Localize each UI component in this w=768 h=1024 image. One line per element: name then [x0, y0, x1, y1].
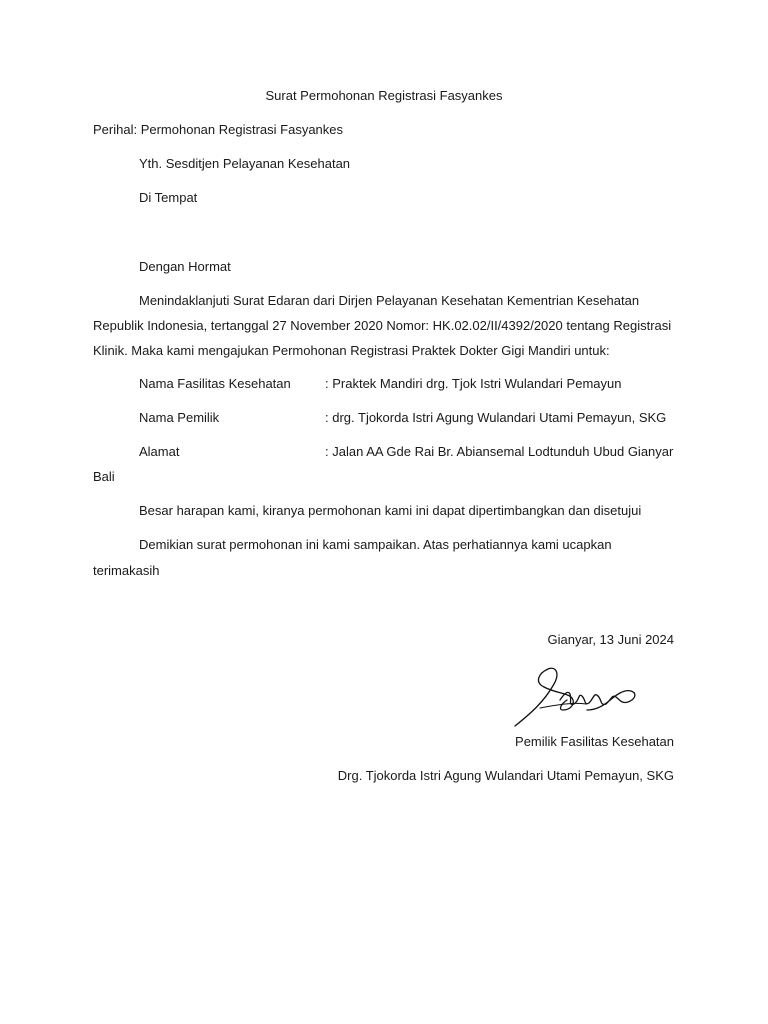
date-line: Gianyar, 13 Juni 2024 — [547, 632, 674, 647]
signer-name: Drg. Tjokorda Istri Agung Wulandari Utami Pemayun, SKG — [337, 768, 674, 783]
signer-role: Pemilik Fasilitas Kesehatan — [515, 734, 674, 749]
body-line-2: Republik Indonesia, tertanggal 27 November 2020 Nomor: HK.02.02/II/4392/2020 tentang Registrasi — [93, 318, 672, 333]
recipient-line: Yth. Sesditjen Pelayanan Kesehatan — [139, 156, 351, 171]
place-line: Di Tempat — [139, 190, 198, 205]
signature-image — [510, 660, 645, 732]
address-continuation: Bali — [93, 469, 115, 484]
greeting-line: Dengan Hormat — [139, 259, 231, 274]
letter-title: Surat Permohonan Registrasi Fasyankes — [265, 88, 503, 103]
subject-line: Perihal: Permohonan Registrasi Fasyankes — [93, 122, 344, 137]
closing-line-2: terimakasih — [93, 563, 160, 578]
field-label-owner: Nama Pemilik — [139, 410, 220, 425]
body-line-1: Menindaklanjuti Surat Edaran dari Dirjen Pelayanan Kesehatan Kementrian Kesehatan — [139, 293, 640, 308]
hope-line: Besar harapan kami, kiranya permohonan kami ini dapat dipertimbangkan dan disetujui — [139, 503, 642, 518]
closing-line-1: Demikian surat permohonan ini kami sampaikan. Atas perhatiannya kami ucapkan — [139, 537, 612, 552]
field-value-owner: : drg. Tjokorda Istri Agung Wulandari Utami Pemayun, SKG — [325, 410, 667, 425]
field-label-facility: Nama Fasilitas Kesehatan — [139, 376, 291, 391]
field-value-facility: : Praktek Mandiri drg. Tjok Istri Wulandari Pemayun — [325, 376, 622, 391]
field-label-address: Alamat — [139, 444, 180, 459]
body-line-3: Klinik. Maka kami mengajukan Permohonan Registrasi Praktek Dokter Gigi Mandiri untuk: — [93, 343, 610, 358]
field-value-address: : Jalan AA Gde Rai Br. Abiansemal Lodtunduh Ubud Gianyar — [325, 444, 674, 459]
